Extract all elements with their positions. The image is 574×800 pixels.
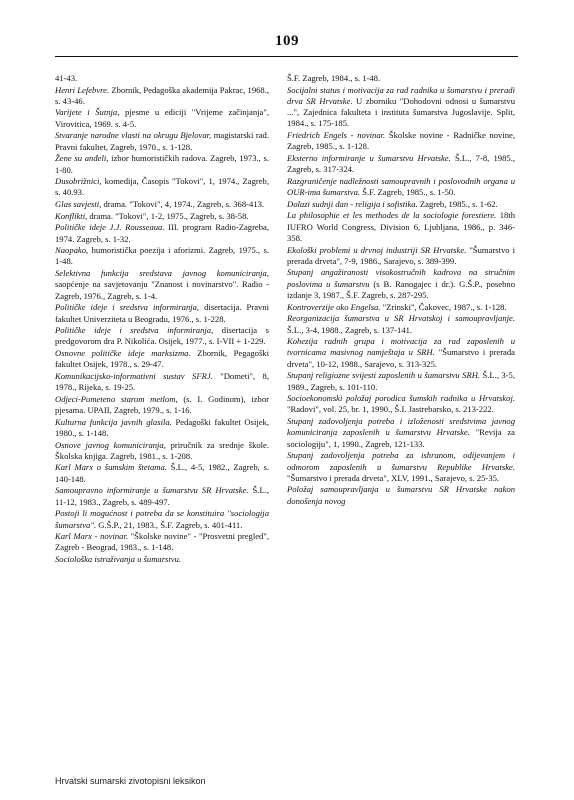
entry-title: Eksterno informiranje u šumarstvu Hrvatske. — [287, 152, 451, 163]
entry-details: Š.L., 3-4, 1988., Zagreb, s. 137-141. — [287, 324, 413, 335]
bibliography-entry — [55, 554, 269, 565]
entry-title: Varijete i Šutnja, — [55, 107, 120, 118]
left-column — [55, 73, 269, 566]
entry-title: La philosophie et les methodes de la sociologie forestiere. — [287, 210, 497, 221]
bibliography-entry — [287, 210, 515, 244]
bibliography-entry — [55, 199, 269, 210]
entry-details: disertacija. Pravni fakultet Univerziteta u Beogradu, 1976., s. 1-228. — [55, 302, 269, 324]
entry-details: "Školske novine" - "Prosvetni pregled", Zagreb - Beograd, 1983., s. 1-148. — [55, 531, 269, 553]
entry-details: Š.F. Zagreb, 1984., s. 1-48. — [287, 73, 381, 83]
bibliography-entry — [287, 393, 515, 416]
entry-details: U zborniku "Dohodovni odnosi u šumarstvu ...", Zajednica fakulteta i instituta šumarstva Jugoslavije. Split, 1984., s. 175-185. — [287, 95, 515, 129]
entry-title: Konflikti, — [55, 210, 88, 221]
entry-title: Političke ideje J.J. Rousseaua. — [55, 222, 165, 233]
right-column — [287, 73, 515, 507]
entry-title: Stupanj zadovoljenja potreba za ishranom, odijevanjem i odmorom zaposlenih u šumarstvu Republike Hrvatske. — [287, 450, 515, 472]
entry-details: "Radovi", vol. 25, br. 1, 1990., Š.I. Jastrebarsko, s. 213-222. — [287, 404, 494, 415]
entry-title: Friedrich Engels - novinar. — [287, 130, 386, 141]
entry-title: Stupanj religiozne svijesti zaposlenih u šumarstvu SRH. — [287, 370, 481, 381]
bibliography-entry — [55, 348, 269, 371]
entry-title: Henri Lefebvre. — [55, 84, 110, 95]
entry-details: "Zrinski", Čakovec, 1987., s. 1-128. — [380, 301, 507, 312]
entry-details: drama. "Tokovi", 1-2, 1975., Zagreb, s. 38-58. — [87, 210, 249, 221]
bibliography-entry — [55, 85, 269, 108]
footer-text: Hrvatski sumarski zivotopisni leksikon — [55, 776, 206, 786]
page-number: 109 — [275, 33, 299, 49]
bibliography-entry — [55, 394, 269, 417]
entry-title: Stupanj zadovoljenja potreba i izloženosti sredstvima javnog komuniciranja zaposlenih u šumarstvu Hrvatske. — [287, 416, 515, 438]
bibliography-entry — [55, 211, 269, 222]
bibliography-entry — [287, 313, 515, 336]
entry-details: Š.L., 3-5, 1989., Zagreb, s. 101-110. — [287, 370, 515, 392]
entry-title: Dusobrižnici, — [55, 176, 102, 187]
entry-title: Karl Marx - novinar. — [55, 531, 129, 542]
bibliography-entry — [55, 153, 269, 176]
entry-title: Odjeci-Pometeno starom metlom, — [55, 393, 178, 404]
entry-details: Zbornik, Pegagoški fakultet Osijek, 1978., s. 29-47. — [55, 347, 269, 370]
bibliography-entry — [55, 440, 269, 463]
entry-details: G.Š.P., 21, 1983., Š.F. Zagreb, s. 401-411. — [96, 519, 243, 530]
bibliography-entry — [55, 531, 269, 554]
entry-title: Stvaranje narodne vlasti na okrugu Bjelovar, — [55, 130, 212, 141]
entry-title: Selektivna funkcija sredstava javnog komuniciranja, — [55, 268, 269, 279]
bibliography-entry — [287, 199, 515, 210]
bibliography-entry — [287, 416, 515, 450]
bibliography-entry — [287, 85, 515, 130]
bibliography-entry — [287, 176, 515, 199]
entry-details: "Šumarstvo i prerada drveta", 7-9, 1986., Sarajevo, s. 389-399. — [287, 244, 515, 266]
bibliography-entry — [55, 302, 269, 325]
entry-title: Razgraničenje nadležnosti samoupravnih i poslovodnih organa u OUR-ima šumarstva. — [287, 175, 515, 198]
bibliography-entry — [287, 267, 515, 301]
bibliography-entry — [287, 336, 515, 370]
entry-details: Pedagoški fakultet Osijek, 1980., s. 1-148. — [55, 416, 269, 438]
bibliography-entry — [55, 130, 269, 153]
entry-title: Osnove javnog komuniciranja, — [55, 439, 166, 450]
bibliography-entry — [55, 222, 269, 245]
entry-title: Političke ideje i sredstva informiranja, — [55, 302, 200, 313]
bibliography-entry — [55, 417, 269, 440]
entry-title: Glas savjesti, — [55, 199, 102, 210]
entry-title: Stupanj angažiranosti visokostručnih kadrova na stručnim poslovima u šumarstvu — [287, 267, 515, 289]
bibliography-entry — [287, 153, 515, 176]
bibliography-entry — [55, 508, 269, 531]
entry-title: Karl Marx o šumskim štetama. — [55, 462, 167, 473]
bibliography-entry — [55, 268, 269, 302]
entry-details: humoristička poezija i aforizmi. Zagreb, 1975., s. 1-48. — [55, 245, 269, 267]
entry-details: Š.L., 7-8, 1985., Zagreb, s. 317-324. — [287, 152, 515, 175]
entry-details: disertacija s predgovorom dra P. Nikolića. Osijek, 1977., s. I-VII + 1-229. — [55, 325, 270, 347]
entry-title: Kulturna funkcija javnih glasila. — [55, 416, 172, 427]
entry-title: Žene su anđeli, — [55, 153, 109, 164]
entry-title: Osnovne političke ideje marksizma. — [55, 347, 191, 358]
entry-details: (s. I. Godinom), izbor pjesama. UPAII, Zagreb, 1979., s. 1-16. — [55, 393, 269, 416]
entry-details: komedija, Časopis "Tokovi", 1, 1974., Zagreb, s. 40.93. — [55, 176, 269, 198]
bibliography-entry — [287, 245, 515, 268]
bibliography-entry — [287, 484, 515, 507]
entry-details: "Šumarstvo i prerada drveta", XLV, 1991., Sarajevo, s. 25-35. — [287, 472, 500, 483]
entry-title: Komunikacijsko-informativni sustav SFRJ. — [55, 370, 213, 381]
entry-title: Sociološka istraživanja u šumarstvu. — [55, 554, 182, 564]
entry-details: Zbornik, Pedagoška akademija Pakrac, 1968., s. 43-46. — [55, 84, 270, 106]
entry-details: drama. "Tokovi", 4, 1974., Zagreb, s. 368-413. — [101, 199, 265, 210]
entry-title: Socioekonomski položaj porodica šumskih radnika u Hrvatskoj. — [287, 393, 515, 404]
entry-details: Š.L., 11-12, 1983., Zagreb, s. 489-497. — [55, 485, 270, 507]
entry-title: Socijalni status i motivacija za rad radnika u šumarstvu i preradi drva SR Hrvatske. — [287, 84, 515, 106]
entry-details: III. program Radio-Zagreba, 1974. Zagreb, s. 1-32. — [55, 222, 270, 244]
entry-details: "Revija za sociologiju", 1, 1990., Zagreb, 121-133. — [287, 427, 515, 449]
bibliography-entry — [55, 107, 269, 130]
bibliography-entry — [55, 325, 269, 348]
bibliography-entry — [55, 176, 269, 199]
bibliography-entry — [55, 73, 269, 84]
entry-details: Zagreb, 1985., s. 1-62. — [417, 198, 498, 209]
bibliography-entry — [55, 485, 269, 508]
bibliography-entry — [55, 462, 269, 485]
entry-details: 41-43. — [55, 73, 78, 83]
entry-title: Kontroverzije oko Engelsa. — [287, 301, 381, 312]
entry-title: Samoupravno informiranje u šumarstvu SR Hrvatske. — [55, 485, 249, 496]
header-rule — [55, 56, 518, 57]
bibliography-entry — [55, 245, 269, 268]
entry-title: Postoji li mogućnost i potreba da se konstituira "sociologija šumarstva". — [55, 508, 269, 530]
entry-details: magistarski rad. Pravni fakultet, Zagreb, 1970., s. 1-128. — [55, 130, 269, 152]
entry-details: pjesme u ediciji "Vrijeme začinjanja", Virovitica, 1969. s. 4-5. — [55, 107, 269, 129]
entry-details: "Dometi", 8, 1978., Rijeka, s. 19-25. — [55, 370, 270, 393]
entry-details: saopćenje na savjetovanju "Znanost i novinarstvo". Radio - Zagreb, 1976., Zagreb, s. 1-4. — [55, 279, 269, 301]
entry-title: Ekološki problemi u drvnoj industriji SR Hrvatske. — [287, 244, 467, 255]
bibliography-entry — [287, 370, 515, 393]
entry-title: Dolazi sudnji dan - religija i sofistika. — [287, 198, 418, 209]
entry-details: (s B. Ranogajec i dr.). G.Š.P., posebno izdanje 3, 1987., Š.F. Zagreb, s. 287-295. — [287, 278, 515, 301]
entry-details: Š.F. Zagreb, 1985., s. 1-50. — [360, 187, 456, 198]
bibliography-entry — [287, 450, 515, 484]
entry-details: Školske novine - Radničke novine, Zagreb, 1985., s. 1-128. — [287, 130, 516, 152]
entry-title: Političke ideje i sredstva informiranja, — [55, 325, 214, 336]
entry-title: Naopako, — [55, 245, 89, 256]
entry-title: Reorganizacija šumarstva u SR Hrvatskoj i samoupravljanje. — [287, 313, 515, 324]
entry-details: priručnik za srednje škole. Školska knjiga. Zagreb, 1981., s. 1-208. — [55, 439, 270, 461]
bibliography-entry — [287, 302, 515, 313]
entry-title: Kohezija radnih grupa i motivacija za rad zaposlenih u tvornicama masivnog namještaja u SRH. — [287, 336, 515, 358]
entry-details: izbor humorističkih radova. Zagreb, 1973., s. 1-80. — [55, 153, 269, 175]
entry-details: Š.L., 4-5, 1982., Zagreb, s. 140-148. — [55, 462, 270, 484]
bibliography-entry — [287, 130, 515, 153]
entry-title: Položaj samoupravljanja u šumarstvu SR Hrvatske nakon donošenja novog — [287, 484, 515, 506]
entry-details: "Šumarstvo i prerada drveta", 10-12, 1988., Sarajevo, s. 313-325. — [287, 347, 515, 369]
bibliography-entry — [287, 73, 515, 84]
bibliography-entry — [55, 371, 269, 394]
entry-details: 18th IUFRO World Congress, Division 6, Ljubljana, 1986., p. 346-358. — [287, 210, 515, 243]
